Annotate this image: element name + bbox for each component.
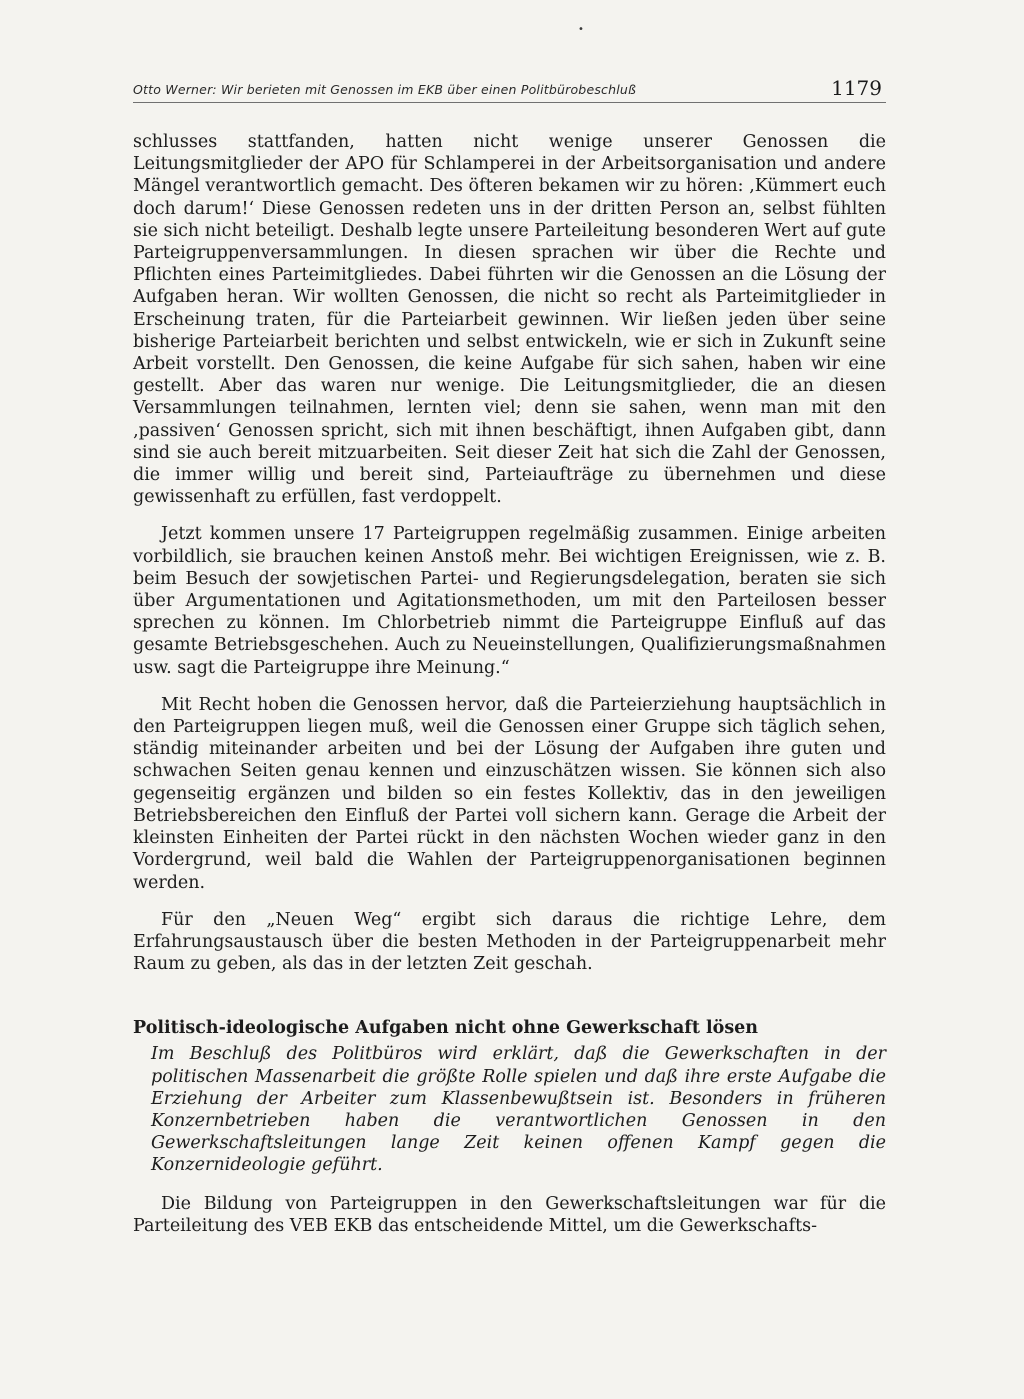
paragraph: Die Bildung von Parteigruppen in den Gewerkschaftsleitungen war für die Parteileitung des VEB EKB das entscheidende Mittel, um die Gewerkschafts- xyxy=(133,1193,886,1236)
page-number: 1179 xyxy=(831,76,882,100)
document-page xyxy=(133,74,886,1237)
section-heading: Politisch-ideologische Aufgaben nicht ohne Gewerkschaft lösen xyxy=(133,1018,759,1039)
header-rule xyxy=(133,102,886,103)
section-lead: Im Beschluß des Politbüros wird erklärt, daß die Gewerkschaften in der politischen Massenarbeit die größte Rolle spielen und daß ihre erste Aufgabe die Erziehung der Arbeiter zum Klassenbewußtsein ist. Besonders in früheren Konzernbetrieben haben die verantwortlichen Genossen in den Gewerkschaftsleitungen lange Zeit keinen offenen Kampf gegen die Konzernideologie geführt. xyxy=(151,1044,886,1176)
paragraph-continued: schlusses stattfanden, hatten nicht wenige unserer Genossen die Leitungsmitglieder der APO für Schlamperei in der Arbeitsorganisation und andere Mängel verantwortlich gemacht. Des öfteren bekamen wir zu hören: ‚Kümmert euch doch darum!‘ Diese Genossen redeten uns in der dritten Person an, selbst fühlten sie sich nicht beteiligt. Deshalb legte unsere Parteileitung besonderen Wert auf gute Parteigruppenversammlungen. In diesen sprachen wir über die Rechte und Pflichten eines Parteimitgliedes. Dabei führten wir die Genossen an die Lösung der Aufgaben heran. Wir wollten Genossen, die nicht so recht als Parteimitglieder in Erscheinung traten, für die Parteiarbeit gewinnen. Wir ließen jeden über seine bisherige Parteiarbeit berichten und selbst entwickeln, wie er sich in Zukunft seine Arbeit vorstellt. Den Genossen, die keine Aufgabe für sich sahen, haben wir eine gestellt. Aber das waren nur wenige. Die Leitungsmitglieder, die an diesen Versammlungen teilnahmen, lernten viel; denn sie sahen, wenn man mit den ‚passiven‘ Genossen spricht, sich mit ihnen beschäftigt, ihnen Aufgaben gibt, dann sind sie auch bereit mitzuarbeiten. Seit dieser Zeit hat sich die Zahl der Genossen, die immer willig und bereit sind, Parteiaufträge zu übernehmen und diese gewissenhaft zu erfüllen, fast verdoppelt. xyxy=(133,132,886,508)
paragraph: Für den „Neuen Weg“ ergibt sich daraus die richtige Lehre, dem Erfahrungsaustausch über die besten Methoden in der Parteigruppenarbeit mehr Raum zu geben, als das in der letzten Zeit geschah. xyxy=(133,909,886,975)
article-body xyxy=(133,131,886,975)
running-head: Otto Werner: Wir berieten mit Genossen im EKB über einen Politbürobeschluß xyxy=(133,82,637,97)
page-header xyxy=(133,74,886,104)
paragraph: Jetzt kommen unsere 17 Parteigruppen regelmäßig zusammen. Einige arbeiten vorbildlich, sie brauchen keinen Anstoß mehr. Bei wichtigen Ereignissen, wie z. B. beim Besuch der sowjetischen Partei- und Regierungsdelegation, beraten sie sich über Argumentationen und Agitationsmethoden, um mit den Parteilosen besser sprechen zu können. Im Chlorbetrieb nimmt die Parteigruppe Einfluß auf das gesamte Betriebsgeschehen. Auch zu Neueinstellungen, Qualifizierungsmaßnahmen usw. sagt die Parteigruppe ihre Meinung.“ xyxy=(133,524,886,678)
paragraph: Mit Recht hoben die Genossen hervor, daß die Parteierziehung hauptsächlich in den Parteigruppen liegen muß, weil die Genossen einer Gruppe sich täglich sehen, ständig miteinander arbeiten und bei der Lösung der Aufgaben ihre guten und schwachen Seiten genau kennen und einzuschätzen wissen. Sie können sich also gegenseitig ergänzen und bilden so ein festes Kollektiv, das in den jeweiligen Betriebsbereichen den Einfluß der Partei voll sichern kann. Gerage die Arbeit der kleinsten Einheiten der Partei rückt in den nächsten Wochen wieder ganz in den Vordergrund, weil bald die Wahlen der Parteigruppenorganisationen beginnen werden. xyxy=(133,694,886,893)
scan-speck: • xyxy=(578,24,584,35)
